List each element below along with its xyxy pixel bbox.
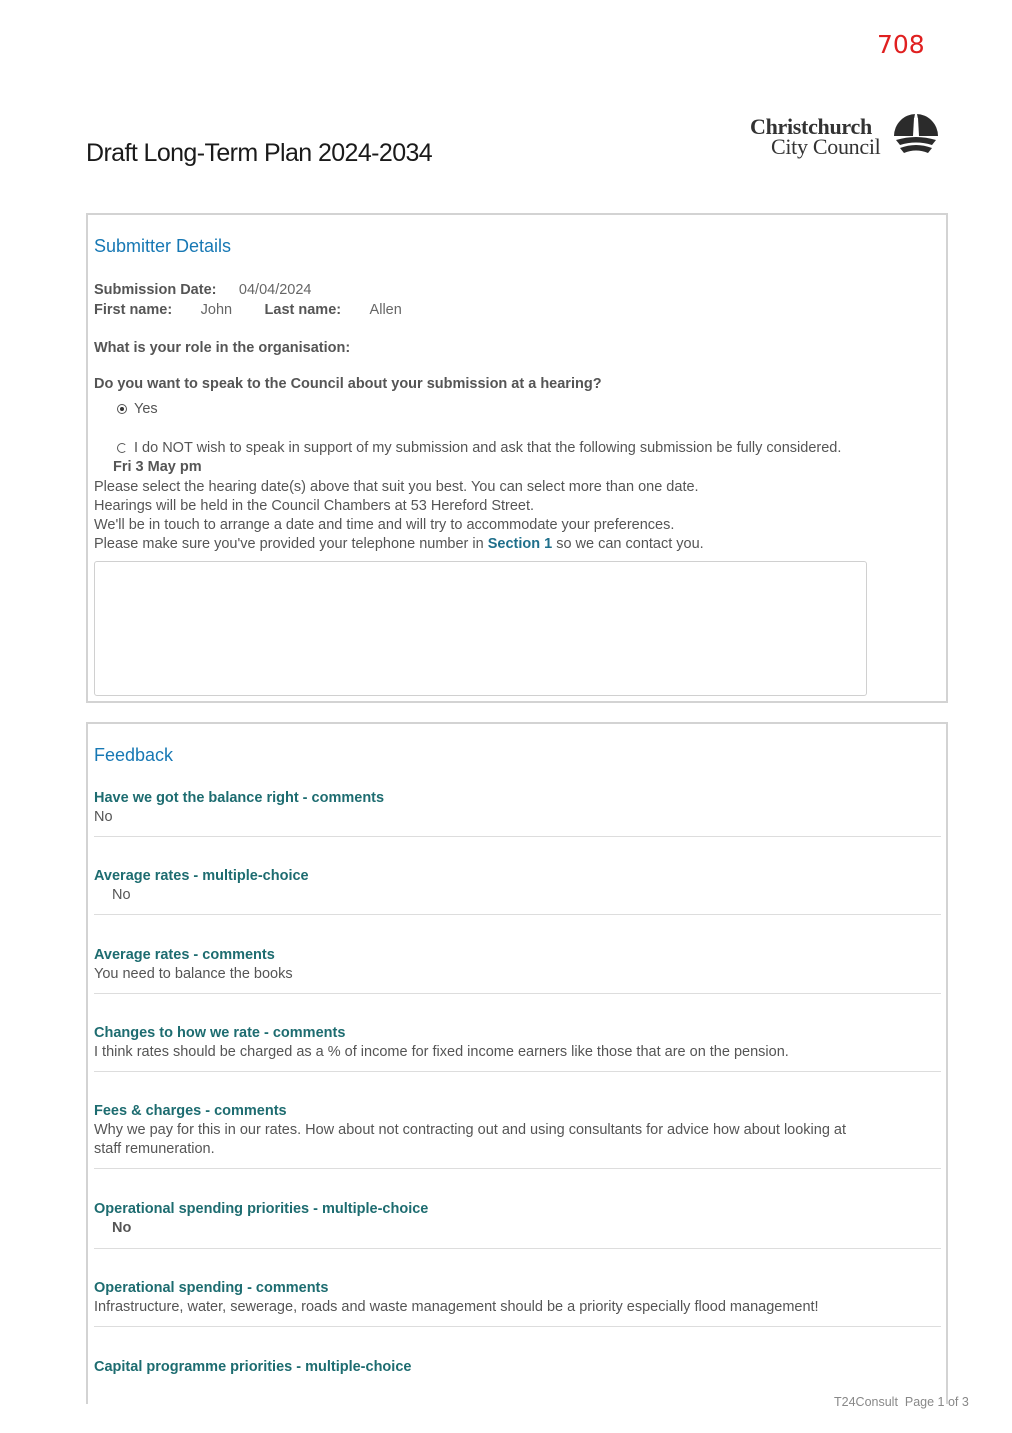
feedback-item	[94, 945, 941, 994]
feedback-question: Operational spending - comments	[94, 1280, 329, 1296]
hearing-question: Do you want to speak to the Council about your submission at a hearing?	[94, 376, 602, 392]
last-name-value: Allen	[369, 302, 402, 318]
feedback-answer: Infrastructure, water, sewerage, roads and waste management should be a priority especially flood management!	[94, 1299, 819, 1315]
submission-date-value: 04/04/2024	[238, 282, 312, 298]
feedback-answer: I think rates should be charged as a % of income for fixed income earners like those that are on the pension.	[94, 1044, 789, 1060]
hearing-option-no-label: I do NOT wish to speak in support of my submission and ask that the following submission be fully considered.	[134, 440, 842, 456]
submitter-details-heading: Submitter Details	[94, 236, 232, 256]
hearing-info-line-4-post: so we can contact you.	[552, 536, 704, 552]
logo-text-line2: City Council	[771, 134, 881, 159]
footer-system: T24Consult	[834, 1395, 898, 1409]
last-name-label: Last name:	[264, 302, 342, 318]
feedback-question: Capital programme priorities - multiple-choice	[94, 1359, 412, 1375]
document-title: Draft Long-Term Plan 2024-2034	[86, 139, 433, 167]
feedback-item	[94, 1278, 941, 1327]
feedback-item	[94, 1101, 941, 1169]
feedback-item	[94, 788, 941, 837]
hearing-date: Fri 3 May pm	[113, 459, 202, 475]
footer-page: Page 1 of 3	[904, 1395, 969, 1409]
feedback-answer: You need to balance the books	[94, 966, 293, 982]
feedback-question: Operational spending priorities - multiple-choice	[94, 1201, 429, 1217]
radio-unselected-icon[interactable]	[117, 443, 127, 453]
page-number: 708	[877, 30, 925, 59]
feedback-answer-continued: staff remuneration.	[94, 1141, 215, 1157]
feedback-answer: Why we pay for this in our rates. How about not contracting out and using consultants for advice how about looking at	[94, 1122, 847, 1138]
hearing-info-line-4-pre: Please make sure you've provided your telephone number in	[94, 536, 488, 552]
hearing-option-no[interactable]	[117, 440, 841, 456]
radio-selected-icon[interactable]	[117, 404, 127, 414]
section-1-link[interactable]: Section 1	[487, 536, 553, 552]
feedback-answer: No	[94, 809, 113, 825]
feedback-panel	[86, 722, 948, 1404]
feedback-answer: No	[112, 1220, 132, 1236]
feedback-question: Average rates - comments	[94, 947, 275, 963]
submitter-details-panel	[86, 213, 948, 703]
logo-text-line1: Christchurch	[750, 114, 872, 139]
feedback-answer: No	[112, 887, 131, 903]
hearing-option-yes[interactable]	[117, 401, 158, 417]
comments-textarea[interactable]	[94, 561, 867, 696]
council-logo	[748, 112, 948, 162]
feedback-question: Fees & charges - comments	[94, 1103, 287, 1119]
hearing-option-yes-label: Yes	[134, 401, 158, 417]
cathedral-logo-icon	[892, 112, 940, 158]
submission-date-label: Submission Date:	[94, 282, 217, 298]
feedback-item	[94, 1357, 941, 1397]
page-footer	[834, 1395, 969, 1409]
hearing-info-line-3: We'll be in touch to arrange a date and time and will try to accommodate your preferences.	[94, 517, 675, 533]
role-question: What is your role in the organisation:	[94, 340, 351, 356]
feedback-item	[94, 866, 941, 915]
feedback-question: Changes to how we rate - comments	[94, 1025, 346, 1041]
hearing-info-line-1: Please select the hearing date(s) above that suit you best. You can select more than one date.	[94, 479, 699, 495]
name-row	[94, 301, 402, 319]
feedback-heading: Feedback	[94, 745, 174, 765]
submission-date-row	[94, 281, 312, 299]
feedback-item	[94, 1199, 941, 1249]
hearing-info-line-2: Hearings will be held in the Council Chambers at 53 Hereford Street.	[94, 498, 535, 514]
feedback-question: Average rates - multiple-choice	[94, 868, 309, 884]
hearing-info-line-4	[94, 536, 704, 552]
feedback-question: Have we got the balance right - comments	[94, 790, 385, 806]
feedback-item	[94, 1023, 941, 1072]
first-name-label: First name:	[94, 302, 173, 318]
first-name-value: John	[200, 302, 233, 318]
